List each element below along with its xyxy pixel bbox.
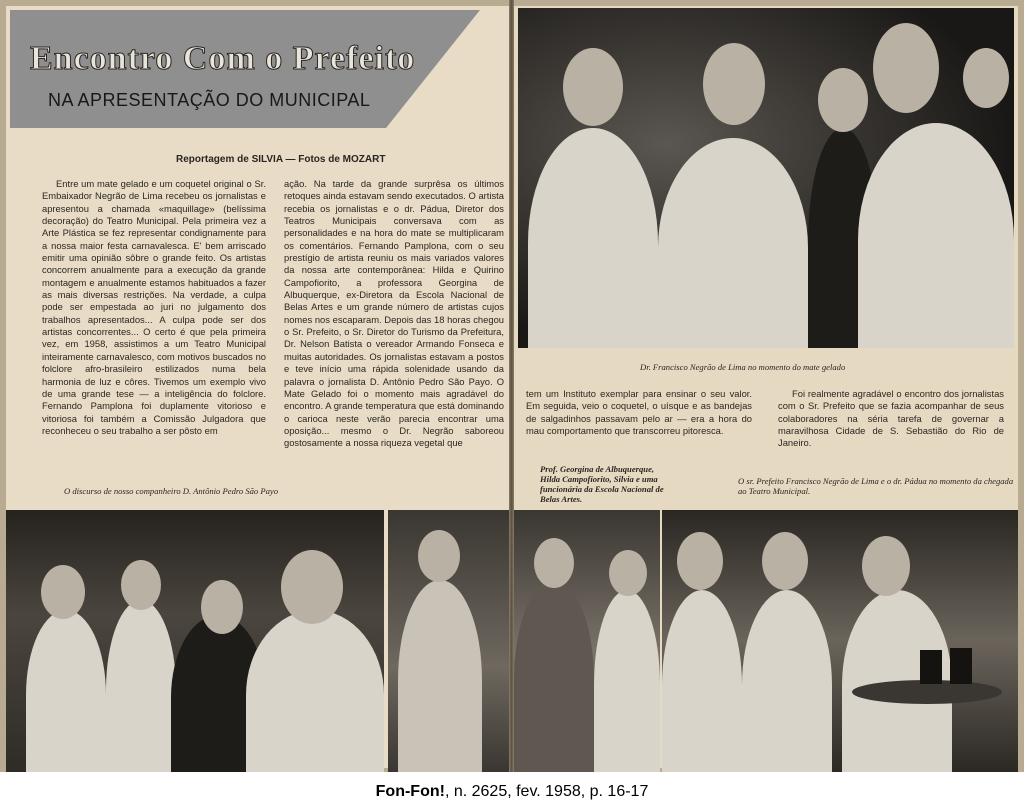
photo-mayor-mate — [518, 8, 1014, 348]
person-figure — [528, 128, 658, 348]
person-figure — [658, 138, 808, 348]
person-figure — [742, 590, 832, 772]
text-column-left — [42, 178, 266, 478]
person-head — [873, 23, 939, 113]
photo-speech-crowd — [6, 510, 384, 772]
person-head — [677, 532, 723, 590]
source-citation — [0, 783, 1024, 801]
person-head — [534, 538, 574, 588]
caption-bottom-right: O sr. Prefeito Francisco Negrão de Lima e o dr. Pádua no momento da chegada ao Teatro Municipal. — [738, 476, 1014, 496]
person-head — [609, 550, 647, 596]
person-head — [963, 48, 1009, 108]
person-figure — [514, 580, 594, 772]
person-figure — [398, 580, 482, 772]
person-figure — [858, 123, 1014, 348]
person-figure — [662, 590, 742, 772]
caption-bottom-left: O discurso de nosso companheiro D. Antônio Pedro São Payo — [64, 486, 279, 496]
paragraph: Foi realmente agradável o encontro dos jornalistas com o Sr. Prefeito que se fazia acompanhar de seus colaboradores na séria tarefa de governar a maravilhosa Cidade de S. Sebastião do Rio de Janeiro. — [778, 388, 1004, 449]
article-subtitle: NA APRESENTAÇÃO DO MUNICIPAL — [48, 90, 371, 110]
paragraph: ação. Na tarde da grande surprêsa os últimos retoques ainda estavam sendo executados. O artista recebia os jornalistas e o dr. Pádua, Diretor dos Teatros Municipais conversava com as personalidades e na hora do mate se multiplicaram os comentários. Fernando Pamplona, com o seu prestígio de artista reuniu os mais variados valores da nossa arte contemporânea: Hilda e Quirino Campofiorito, a professora Georgina de Albuquerque, ex-Diretora da Escola Nacional de Belas Artes e um grande número de artistas cujos nomes nos escaparam. Depois das 18 horas chegou o Sr. Prefeito, o Sr. Diretor do Turismo da Prefeitura, Dr. Nelson Batista o vereador Armando Fonseca e muitas autoridades. Os jornalistas estavam a postos e teve início uma rápida solenidade usando da palavra o jornalista D. Antônio Pedro São Payo. O Mate Gelado foi o momento mais agradável do encontro. A grande temperatura que está dominando o carioca neste verão parecia encontrar uma oposição... mesmo o Dr. Negrão saboreou gostosamente a nossa riqueza vegetal que — [284, 178, 504, 449]
person-head — [281, 550, 343, 624]
person-head — [563, 48, 623, 126]
person-figure — [594, 590, 660, 772]
photo-women-group — [514, 510, 660, 772]
person-head — [41, 565, 85, 619]
article-title: Encontro Com o Prefeito — [30, 40, 416, 77]
person-head — [121, 560, 161, 610]
caption-bottom-middle: Prof. Georgina de Albuquerque, Hilda Campofiorito, Silvia e uma funcionária da Escola Nacional de Belas Artes. — [540, 464, 664, 504]
person-head — [703, 43, 765, 125]
person-head — [818, 68, 868, 132]
paragraph: tem um Instituto exemplar para ensinar o seu valor. Em seguida, veio o coquetel, o uísque e as bandejas de salgadinhos passavam pelo ar — era a hora do mau comportamento que transcorreu pitoresca. — [526, 388, 752, 437]
issue-details: , n. 2625, fev. 1958, p. 16-17 — [444, 783, 649, 800]
paragraph: Entre um mate gelado e um coquetel original o Sr. Embaixador Negrão de Lima recebeu os jornalistas e apresentou a chamada «maquillage» (belíssima decoração) do Teatro Municipal. Pela primeira vez a Arte Plástica se fez representar condignamente para a nossa maior festa carnavalesca. E' bem arriscado emitir uma opinião sôbre o grande feito. Os artistas concorrem anualmente para a execução da grande montagem e anualmente estamos habituados a fazer as mais diversas restrições. Na verdade, a culpa pode ser empestada ao juri no julgamento dos trabalhos apresentados... A culpa pode ser dos artistas concorrentes... O certo é que pela primeira vez, em 1958, assistimos a um Teatro Municipal inteiramente carnavalesco, com motivos buscados no folclore afro-brasileiro estilizados numa bela harmonia de luz e côres. Tivemos um exemplo vivo de uma grande tese — a inteligência do folclore. Fernando Pamplona foi duplamente vitorioso e vitoriosa foi também a Comissão Julgadora que reconheceu o seu trabalho a ser pôsto em — [42, 178, 266, 436]
person-head — [201, 580, 243, 634]
page-gutter — [509, 0, 514, 772]
person-figure — [246, 610, 384, 772]
glass-icon — [920, 650, 942, 684]
magazine-name: Fon-Fon! — [375, 783, 445, 800]
text-column-right-2 — [778, 388, 1004, 478]
photo-mayor-arrival — [662, 510, 1018, 772]
text-column-middle — [284, 178, 504, 478]
caption-top-photo: Dr. Francisco Negrão de Lima no momento do mate gelado — [640, 362, 846, 372]
person-figure — [106, 600, 176, 772]
person-head — [418, 530, 460, 582]
glass-icon — [950, 648, 972, 684]
person-figure — [26, 610, 106, 772]
person-head — [862, 536, 910, 596]
article-byline: Reportagem de SILVIA — Fotos de MOZART — [176, 154, 386, 165]
photo-woman-left — [388, 510, 512, 772]
person-head — [762, 532, 808, 590]
